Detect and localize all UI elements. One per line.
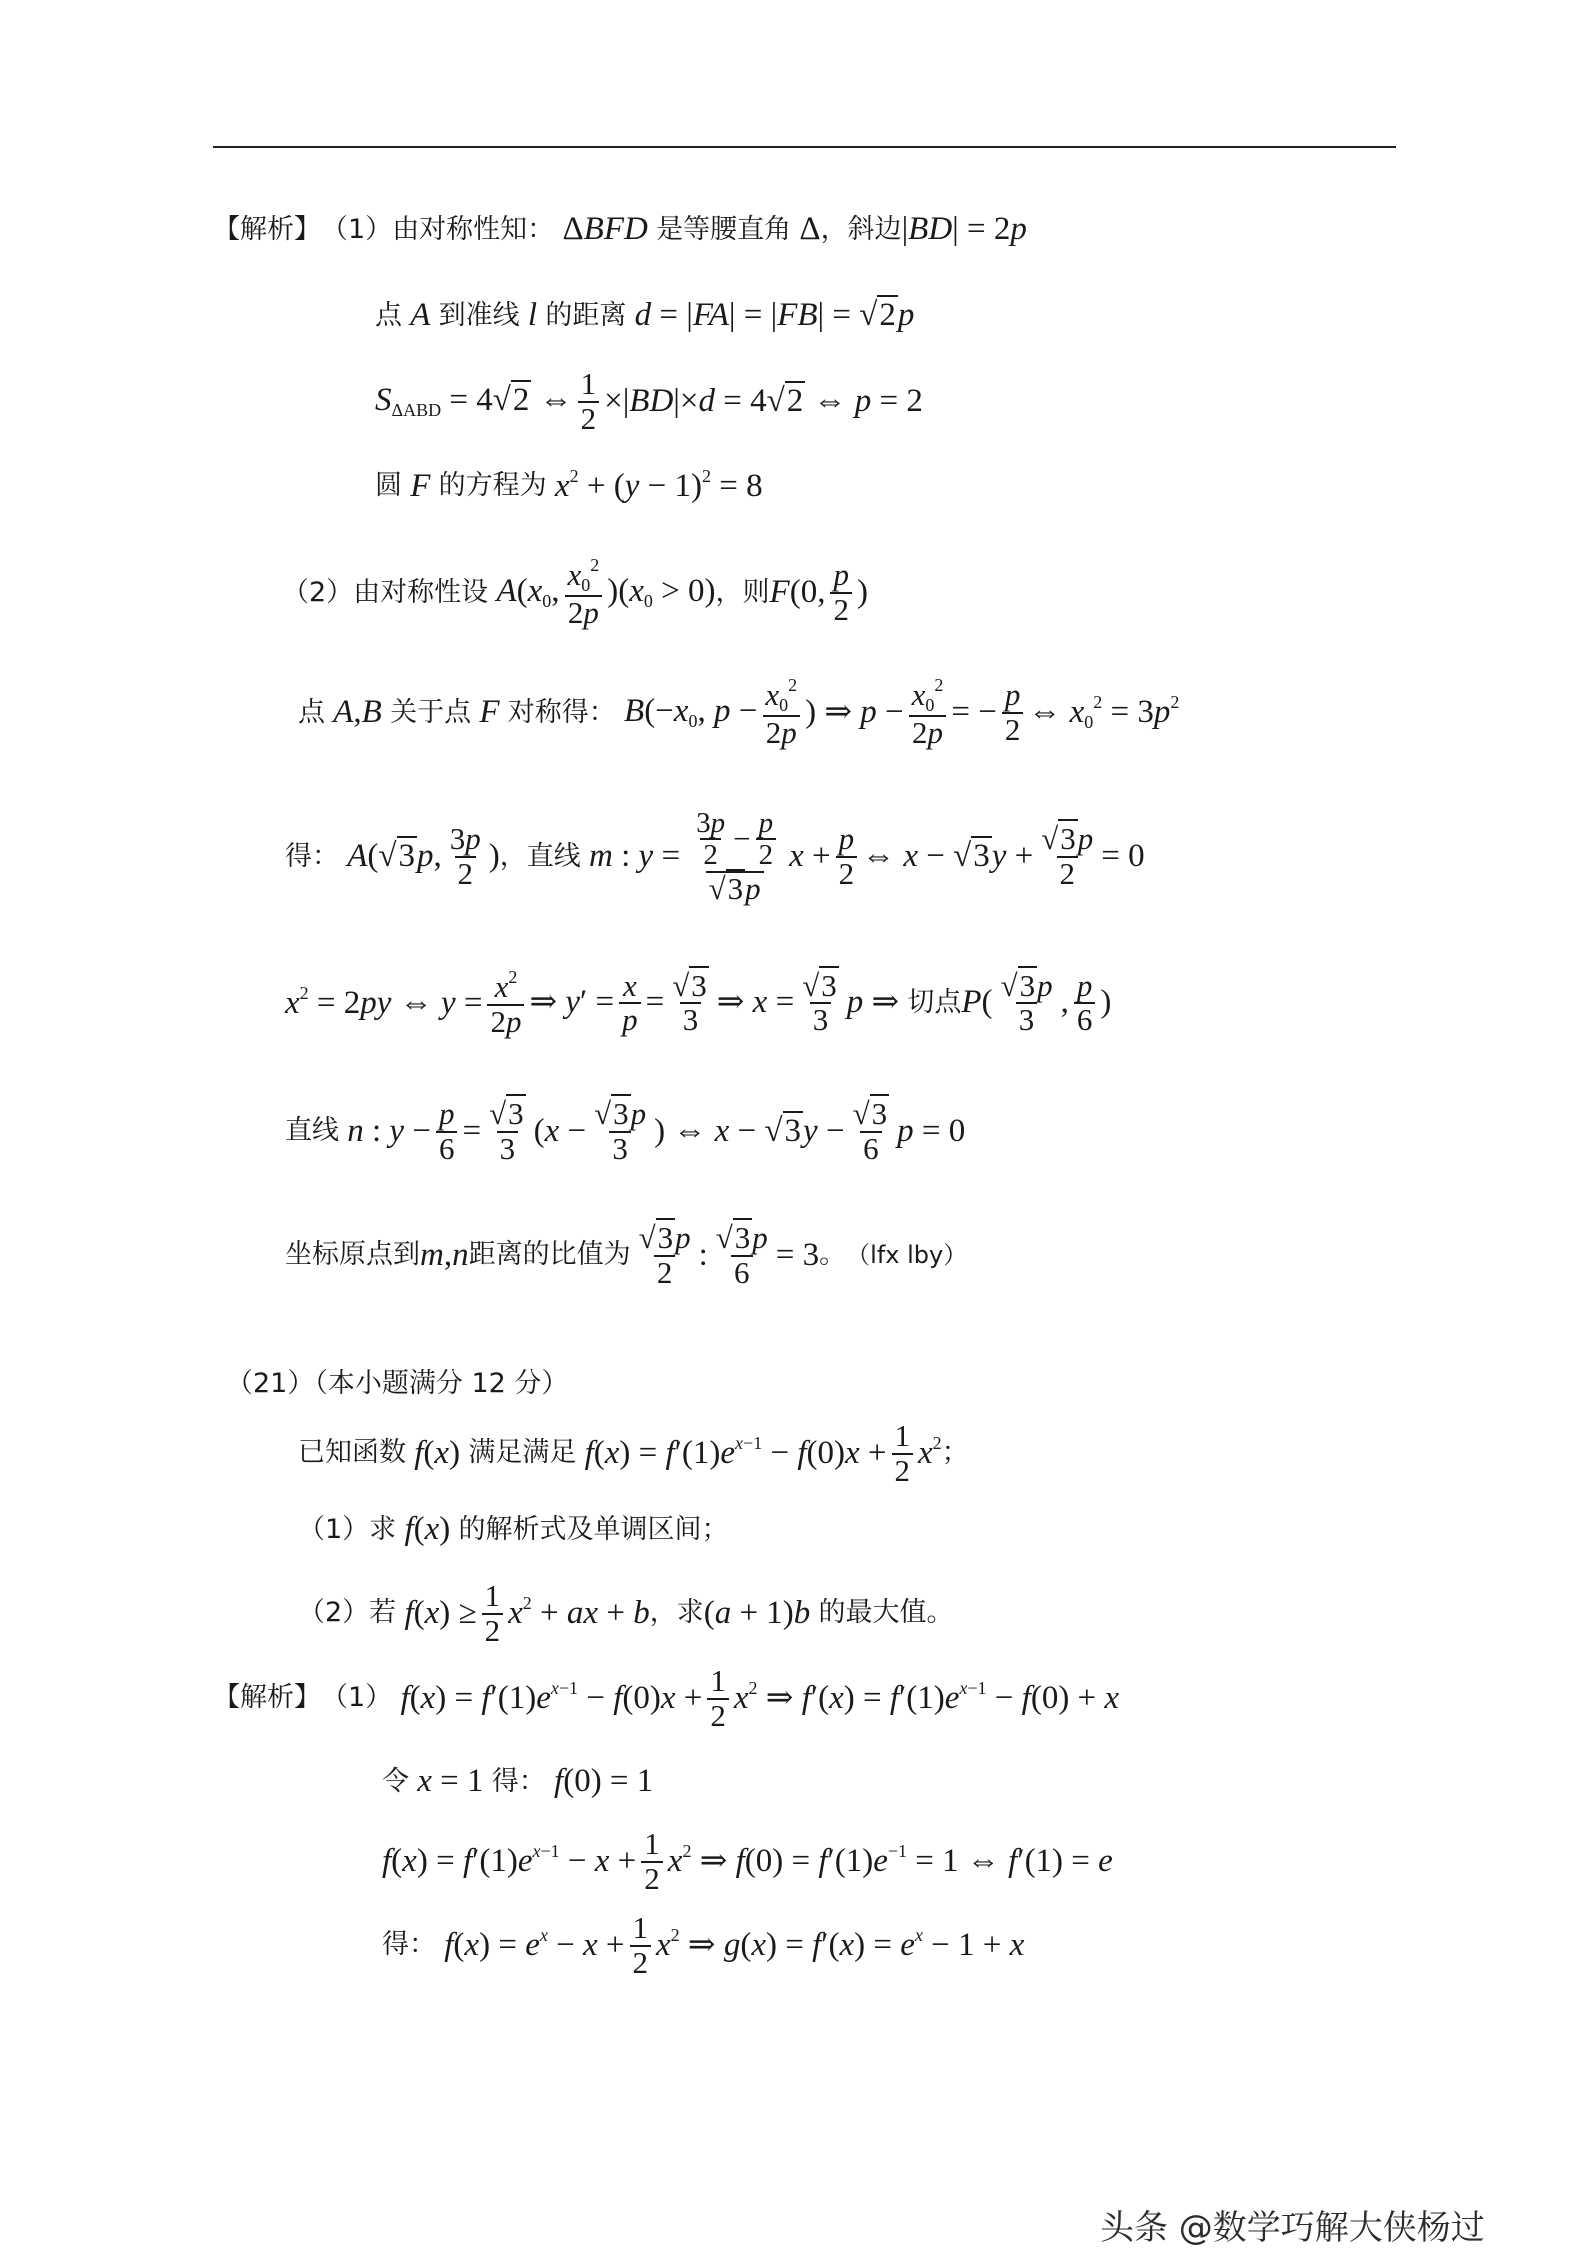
sol1-line-4: 圆 F 的方程为 $x^2 + (y - 1)^2 = 8$ <box>375 466 763 504</box>
sol1-line-5: （2） 由对称性设 $A(x_0$, $\frac{x_0^2}{2p}$ )$(x_0 > 0)$ ，则 F(0, $\frac{p}{2}$ ) <box>282 555 868 630</box>
header-rule <box>213 146 1396 148</box>
sol1-line-6: 点 A , B 关于点 F 对称得： $B(-x_0$, p − $\frac{x_0^2}{2p}$ ) ⇒ p − $\frac{x_0^2}{2p}$ = − $\frac{p}{2}$ ⇔ $x_0^2 = 3p^2$ <box>298 675 1180 750</box>
q21-header: （21）（本小题满分 12 分） <box>226 1368 569 1399</box>
q21-part2: （2）若 f(x) ≥ $\frac{1}{2}$ $x^2$ + ax + b ，求 (a + 1)b 的最大值。 <box>298 1578 954 1648</box>
sol2-line-1: 【解析】 （1） $f(x) = f'(1)e^{x-1} - f(0)x$ + $\frac{1}{2}$ $x^2$ ⇒ $f'(x) = f'(1)e^{x-1} - f(0) + x$ <box>213 1663 1120 1733</box>
sol1-line-7: 得： A(√3p, $\frac{3p}{2}$ ) ，直线 m : y = $\frac{3p}{2}$ − $\frac{p}{2}$ √3p x + $\frac{p}{2}$ ⇔ x − √3y + $\frac{√3p}{2}$ = 0 <box>285 807 1145 906</box>
q21-part1: （1）求 f(x) 的解析式及单调区间； <box>298 1511 729 1547</box>
watermark: 头条 @数学巧解大侠杨过 <box>1100 2208 1485 2248</box>
solution-tag: 【解析】 <box>213 213 321 245</box>
sol1-line-1: 【解析】 （1） 由对称性知： ΔBFD 是等腰直角 Δ ，斜边 |BD| = 2p <box>213 211 1027 247</box>
sol1-line-2: 点 A 到准线 l 的距离 d = |FA| = |FB| = √2p <box>375 297 915 333</box>
sol2-line-3: $f(x) = f'(1)e^{x-1} - x$ + $\frac{1}{2}$ $x^2$ ⇒ $f(0) = f'(1)e^{-1} = 1$ ⇔ f′(1) = e <box>382 1826 1113 1896</box>
solution-tag: 【解析】 <box>213 1682 321 1714</box>
part-label: （1） <box>321 213 393 245</box>
q21-stem: 已知函数 f(x) 满足满足 $f(x) = f'(1)e^{x-1} - f(0)x$ + $\frac{1}{2}$ $x^2$ ； <box>298 1418 969 1488</box>
author-note: （lfx lby） <box>846 1241 968 1270</box>
part-label: （2） <box>282 576 354 608</box>
sol1-line-10: 坐标原点到 m , n 距离的比值为 $\frac{√3p}{2}$ : $\frac{√3p}{6}$ = 3 。 （lfx lby） <box>285 1220 968 1290</box>
sol1-line-3: $S_{\Delta ABD} = 4√2$ ⇔ $\frac{1}{2}$ ×|BD|×d = 4√2 ⇔ p = 2 <box>375 366 923 436</box>
sol1-line-9: 直线 n : y − $\frac{p}{6}$ = $\frac{√3}{3}$ (x − $\frac{√3p}{3}$ ) ⇔ x − √3y − $\frac{√3}{6}$ p = 0 <box>285 1096 966 1166</box>
part-label: （1） <box>321 1682 393 1714</box>
sol2-line-4: 得： $f(x) = e^x - x$ + $\frac{1}{2}$ $x^2$ ⇒ $g(x) = f'(x) = e^x - 1 + x$ <box>382 1910 1025 1980</box>
sol2-line-2: 令 x = 1 得： f(0) = 1 <box>382 1763 654 1799</box>
sol1-line-8: $x^2 = 2py$ ⇔ y = $\frac{x^2}{2p}$ ⇒ y′ = $\frac{x}{p}$ = $\frac{√3}{3}$ ⇒ x = $\frac{√3}{3}$ p ⇒ 切点 P ( $\frac{√3p}{3}$ , $\frac{p}{6}$ ) <box>285 967 1112 1039</box>
